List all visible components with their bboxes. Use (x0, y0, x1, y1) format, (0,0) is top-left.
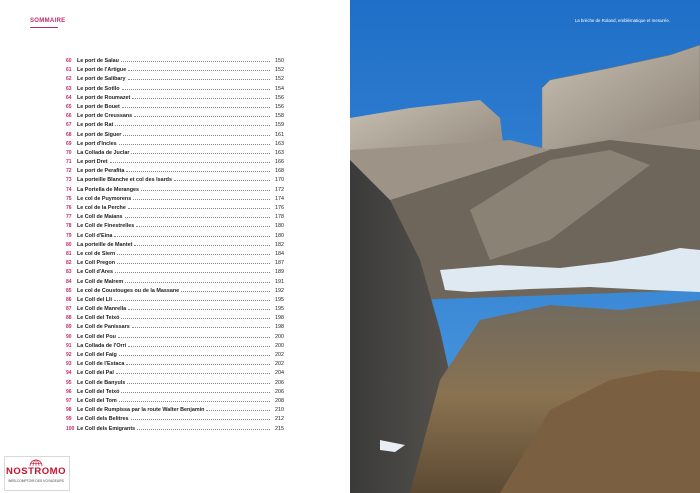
toc-entry-number: 98 (66, 407, 72, 414)
toc-entry-page: 161 (275, 131, 284, 138)
toc-entry-page: 180 (275, 223, 284, 230)
toc-dot-leader (119, 144, 270, 145)
toc-entry-number: 88 (66, 315, 72, 322)
toc-dot-leader (126, 364, 270, 365)
toc-entry-number: 78 (66, 223, 72, 230)
toc-entry (66, 140, 284, 149)
toc-entry (66, 397, 284, 406)
toc-dot-leader (128, 208, 270, 209)
toc-dot-leader (141, 190, 270, 191)
toc-entry-page: 159 (275, 122, 284, 129)
toc-entry (66, 149, 284, 158)
toc-entry (66, 388, 284, 397)
title-divider (30, 27, 58, 28)
toc-dot-leader (133, 199, 270, 200)
toc-entry-page: 152 (275, 67, 284, 74)
toc-entry-title: Le Coll del Teixó (77, 388, 120, 395)
toc-entry-title: Le port de Roumazet (77, 94, 131, 101)
toc-entry (66, 66, 284, 75)
toc-entry-number: 87 (66, 306, 72, 313)
toc-entry-title: Le col de Siern (77, 250, 116, 257)
toc-entry-number: 77 (66, 214, 72, 221)
toc-entry-number: 70 (66, 149, 72, 156)
toc-dot-leader (128, 70, 270, 71)
toc-entry-page: 215 (275, 425, 284, 432)
toc-entry-number: 74 (66, 186, 72, 193)
toc-entry-title: Le port de Siguer (77, 131, 122, 138)
toc-dot-leader (114, 300, 270, 301)
toc-entry (66, 333, 284, 342)
toc-entry-title: La porteille de Mantet (77, 241, 133, 248)
toc-dot-leader (121, 61, 270, 62)
nostromo-logo (4, 456, 68, 489)
toc-entry-number: 66 (66, 113, 72, 120)
toc-entry (66, 167, 284, 176)
toc-entry-title: Le Coll de Rumpissa par la route Walter Benjamin (77, 407, 205, 414)
mountain-landscape-image (350, 0, 700, 493)
toc-entry-title: La Collada de Juclar (77, 149, 130, 156)
toc-entry-number: 85 (66, 287, 72, 294)
toc-entry-page: 202 (275, 352, 284, 358)
toc-entry-page: 154 (275, 85, 284, 92)
toc-dot-leader (134, 116, 270, 117)
toc-entry (66, 250, 284, 259)
toc-entry-number: 94 (66, 370, 72, 377)
toc-entry (66, 57, 284, 66)
toc-dot-leader (126, 171, 270, 172)
toc-entry (66, 342, 284, 351)
toc-entry (66, 204, 284, 213)
photo-caption: La brèche de Roland, emblématique et mesurée. (574, 18, 670, 23)
toc-entry (66, 259, 284, 268)
toc-dot-leader (137, 429, 270, 430)
toc-entry-title: Le port de Creussans (77, 113, 133, 120)
toc-dot-leader (117, 254, 270, 255)
toc-dot-leader (206, 410, 270, 411)
toc-dot-leader (131, 153, 270, 154)
toc-entry (66, 213, 284, 222)
toc-entry-number: 71 (66, 159, 72, 166)
toc-entry-page: 174 (275, 195, 284, 202)
toc-dot-leader (117, 263, 270, 264)
toc-entry-page: 163 (275, 140, 284, 147)
toc-dot-leader (114, 236, 270, 237)
logo-tagline: WEB-COMPTOIR DES VOYAGEURS (8, 479, 64, 483)
toc-entry-title: Le port de Sotllo (77, 85, 120, 92)
toc-entry-page: 198 (275, 315, 284, 322)
toc-entry (66, 296, 284, 305)
toc-entry-number: 75 (66, 195, 72, 202)
toc-entry-number: 86 (66, 296, 72, 303)
toc-entry-number: 92 (66, 352, 72, 358)
toc-entry-page: 212 (275, 416, 284, 423)
toc-entry-page: 170 (275, 177, 284, 184)
toc-entry-page: 198 (275, 324, 284, 331)
toc-entry-page: 166 (275, 159, 284, 166)
toc-entry-title: Le Coll de l'Estaca (77, 361, 125, 368)
toc-entry-title: Le Coll de Finestrelles (77, 223, 135, 230)
toc-entry-page: 200 (275, 342, 284, 349)
toc-entry-title: La porteille Blanche et col des Isards (77, 177, 172, 184)
toc-entry-title: Le Coll de Malrem (77, 278, 124, 285)
toc-entry-title: Le port Dret (77, 159, 108, 166)
toc-dot-leader (127, 383, 270, 384)
toc-dot-leader (125, 282, 270, 283)
toc-entry-title: Le Coll del Teixó (77, 315, 120, 322)
toc-dot-leader (174, 180, 270, 181)
toc-dot-leader (123, 135, 270, 136)
toc-entry-title: Le Coll d'Ares (77, 269, 114, 276)
toc-entry-number: 81 (66, 250, 72, 257)
toc-entry (66, 287, 284, 296)
toc-entry-title: Le Coll dels Emigrants (77, 425, 136, 432)
toc-entry (66, 415, 284, 424)
toc-entry-page: 150 (275, 58, 284, 64)
toc-entry (66, 195, 284, 204)
toc-dot-leader (131, 419, 270, 420)
toc-entry-title: Le Coll d'Eina (77, 232, 113, 239)
toc-entry-title: Le Coll de Maians (77, 214, 123, 221)
toc-entry-number: 82 (66, 260, 72, 267)
toc-entry (66, 305, 284, 314)
toc-entry-page: 182 (275, 241, 284, 248)
toc-entry-number: 83 (66, 269, 72, 276)
toc-dot-leader (115, 125, 270, 126)
toc-dot-leader (128, 309, 270, 310)
toc-entry-number: 97 (66, 397, 72, 404)
toc-entry-title: Le Coll del Tom (77, 397, 117, 404)
toc-entry (66, 314, 284, 323)
toc-dot-leader (132, 327, 270, 328)
toc-entry-page: 204 (275, 370, 284, 377)
toc-entry-number: 95 (66, 379, 72, 386)
toc-entry (66, 112, 284, 121)
toc-entry-number: 84 (66, 278, 72, 285)
toc-entry-title: Le Coll del Faig (77, 352, 117, 358)
toc-entry (66, 369, 284, 378)
toc-entry-number: 91 (66, 342, 72, 349)
mountain-photo (350, 0, 700, 493)
toc-dot-leader (110, 162, 270, 163)
toc-entry-number: 65 (66, 103, 72, 110)
toc-dot-leader (128, 346, 270, 347)
toc-entry-title: Le Coll del Lli (77, 296, 113, 303)
toc-entry (66, 241, 284, 250)
toc-entry-title: Le Coll de Banyuls (77, 379, 126, 386)
toc-entry-page: 191 (275, 278, 284, 285)
toc-dot-leader (119, 355, 270, 356)
toc-entry-page: 202 (275, 361, 284, 368)
toc-entry-page: 184 (275, 250, 284, 257)
toc-entry-title: Le Coll de Manrella (77, 306, 127, 313)
toc-entry-title: Le port de l'Artigue (77, 67, 127, 74)
toc-entry-page: 206 (275, 379, 284, 386)
toc-dot-leader (119, 401, 270, 402)
toc-entry (66, 278, 284, 287)
toc-entry-number: 100 (66, 425, 75, 432)
toc-entry-page: 210 (275, 407, 284, 414)
toc-entry-page: 208 (275, 397, 284, 404)
toc-entry-page: 195 (275, 296, 284, 303)
toc-entry-page: 163 (275, 149, 284, 156)
toc-entry (66, 85, 284, 94)
toc-entry (66, 232, 284, 241)
toc-entry-number: 76 (66, 205, 72, 211)
toc-entry-number: 89 (66, 324, 72, 331)
toc-entry-number: 90 (66, 333, 72, 340)
toc-entry-page: 200 (275, 333, 284, 340)
toc-dot-leader (121, 392, 270, 393)
toc-entry-title: Le port de Bouet (77, 103, 120, 110)
toc-entry-number: 72 (66, 168, 72, 175)
toc-entry-number: 64 (66, 94, 72, 101)
toc-entry-page: 178 (275, 214, 284, 221)
toc-entry-number: 68 (66, 131, 72, 138)
logo-name: NOSTROMO (6, 466, 66, 477)
toc-entry (66, 186, 284, 195)
toc-dot-leader (125, 217, 270, 218)
toc-entry-title: Le Coll del Pal (77, 370, 114, 377)
toc-entry-title: La Collada de l'Orri (77, 342, 127, 349)
toc-entry-title: Le Coll de Panissars (77, 324, 130, 331)
toc-entry-title: Le port de Perafita (77, 168, 125, 175)
page-title: SOMMAIRE (30, 18, 66, 24)
toc-entry-number: 67 (66, 122, 72, 129)
toc-entry-number: 96 (66, 388, 72, 395)
toc-entry-title: Le port de Salau (77, 58, 119, 64)
toc-entry-number: 99 (66, 416, 72, 423)
toc-entry (66, 75, 284, 84)
toc-entry-number: 79 (66, 232, 72, 239)
toc-entry-page: 176 (275, 205, 284, 211)
toc-dot-leader (134, 245, 270, 246)
toc-entry-title: Le port d'Incles (77, 140, 117, 147)
toc-dot-leader (136, 226, 270, 227)
toc-dot-leader (115, 272, 270, 273)
toc-entry-title: Le port de Salibary (77, 76, 126, 83)
toc-dot-leader (128, 79, 270, 80)
toc-entry (66, 121, 284, 130)
toc-entry-number: 93 (66, 361, 72, 368)
toc-dot-leader (181, 291, 270, 292)
toc-entry-page: 187 (275, 260, 284, 267)
table-of-contents (66, 57, 284, 434)
toc-entry-number: 61 (66, 67, 72, 74)
toc-entry-number: 73 (66, 177, 72, 184)
toc-entry-page: 168 (275, 168, 284, 175)
toc-entry-page: 156 (275, 103, 284, 110)
toc-entry-number: 60 (66, 58, 72, 64)
toc-entry-title: Le col de la Perche (77, 205, 126, 211)
toc-dot-leader (121, 318, 270, 319)
toc-entry (66, 425, 284, 434)
toc-dot-leader (116, 373, 270, 374)
toc-entry (66, 131, 284, 140)
toc-entry-title: Le Coll del Pou (77, 333, 116, 340)
toc-entry-title: Le col de Coustouges ou de la Massane (77, 287, 180, 294)
toc-entry-number: 69 (66, 140, 72, 147)
toc-entry-title: La Portella de Meranges (77, 186, 140, 193)
toc-entry-page: 158 (275, 113, 284, 120)
toc-dot-leader (122, 107, 270, 108)
toc-entry-page: 192 (275, 287, 284, 294)
toc-entry-number: 63 (66, 85, 72, 92)
toc-entry (66, 323, 284, 332)
toc-dot-leader (118, 337, 270, 338)
toc-entry (66, 103, 284, 112)
globe-icon (29, 456, 43, 466)
toc-entry-page: 195 (275, 306, 284, 313)
toc-entry (66, 176, 284, 185)
toc-entry (66, 406, 284, 415)
toc-dot-leader (122, 89, 270, 90)
toc-entry (66, 360, 284, 369)
toc-entry-page: 206 (275, 388, 284, 395)
toc-entry-title: Le Coll dels Belitres (77, 416, 129, 423)
toc-dot-leader (132, 98, 270, 99)
toc-entry (66, 158, 284, 167)
toc-entry (66, 94, 284, 103)
toc-entry-title: Le col de Puymorens (77, 195, 132, 202)
toc-entry-page: 172 (275, 186, 284, 193)
toc-entry (66, 222, 284, 231)
toc-entry-page: 189 (275, 269, 284, 276)
toc-entry-title: Le port de Rat (77, 122, 114, 129)
toc-entry-page: 156 (275, 94, 284, 101)
toc-entry (66, 351, 284, 360)
toc-entry (66, 268, 284, 277)
toc-entry-page: 180 (275, 232, 284, 239)
toc-entry-title: Le Coll Pregon (77, 260, 116, 267)
toc-entry-number: 80 (66, 241, 72, 248)
toc-entry (66, 379, 284, 388)
toc-entry-number: 62 (66, 76, 72, 83)
toc-entry-page: 152 (275, 76, 284, 83)
